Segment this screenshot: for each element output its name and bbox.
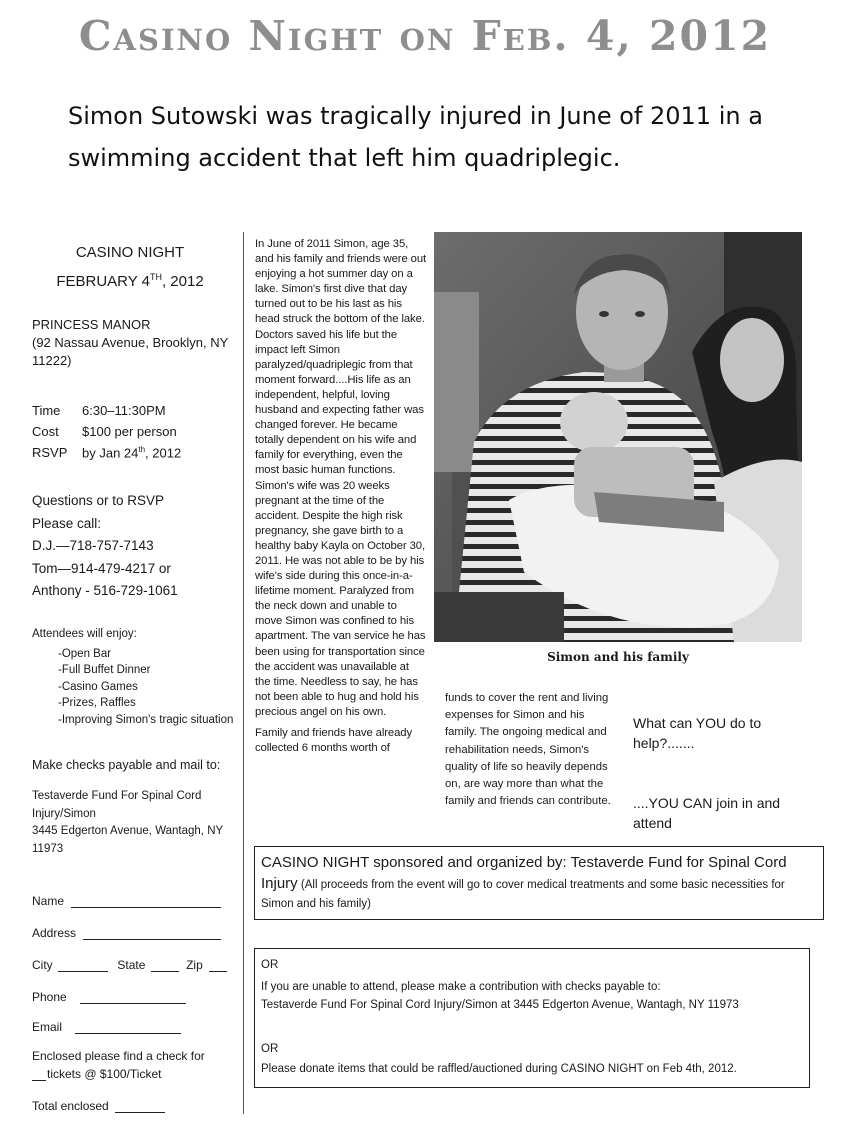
total-label: Total enclosed <box>32 1099 109 1113</box>
sponsor-box <box>254 846 824 920</box>
please-call: Please call: <box>32 515 102 531</box>
city-label: City <box>32 958 53 972</box>
perk-item: -Full Buffet Dinner <box>58 664 151 676</box>
contribution-address: Testaverde Fund For Spinal Cord Injury/Simon at 3445 Edgerton Avenue, Wantagh, NY 11973 <box>261 999 739 1011</box>
venue-name: PRINCESS MANOR <box>32 317 151 332</box>
enclosed-row <box>32 1049 205 1081</box>
donation-line: Please donate items that could be raffled/auctioned during CASINO NIGHT on Feb 4th, 2012. <box>261 1063 737 1075</box>
total-field[interactable] <box>115 1100 165 1113</box>
help-question: What can YOU do to help?....... <box>633 715 762 751</box>
or-label: OR <box>261 959 279 971</box>
perk-item: -Casino Games <box>58 680 138 693</box>
mail-address <box>32 788 237 858</box>
zip-label: Zip <box>186 958 203 972</box>
sponsor-title: CASINO NIGHT sponsored and organized by: Testaverde Fund for Spinal Cord Injury <box>261 854 787 892</box>
mail-payee: Testaverde Fund For Spinal Cord Injury/Simon <box>32 790 202 820</box>
email-row <box>32 1020 181 1034</box>
venue-address: (92 Nassau Avenue, Brooklyn, NY 11222) <box>32 335 229 368</box>
phone-label: Phone <box>32 990 67 1004</box>
help-callout <box>633 713 793 833</box>
time-row: Time 6:30–11:30PM <box>32 403 166 418</box>
sponsor-note: (All proceeds from the event will go to cover medical treatments and some basic necessities for Simon and his family) <box>261 879 785 910</box>
family-photo <box>434 232 802 642</box>
state-label: State <box>117 958 146 972</box>
email-field[interactable] <box>75 1021 181 1034</box>
city-row <box>32 958 227 972</box>
email-label: Email <box>32 1020 63 1034</box>
event-details <box>32 400 181 463</box>
help-answer: ....YOU CAN join in and attend <box>633 795 781 831</box>
perk-item: -Open Bar <box>58 647 112 660</box>
story-column <box>255 237 427 762</box>
story-continuation: funds to cover the rent and living expenses for Simon and his family. The ongoing medical and rehabilitation needs, Simon's quality of life so heavily depends on, are way more than what the family and friends can contribute. <box>445 692 611 808</box>
total-row <box>32 1099 165 1113</box>
headline: Simon Sutowski was tragically injured in June of 2011 in a swimming accident that left him quadriplegic. <box>68 102 763 172</box>
name-field[interactable] <box>71 895 221 908</box>
contact-info <box>32 490 178 603</box>
event-heading <box>40 240 220 294</box>
tickets-label: tickets @ $100/Ticket <box>47 1067 162 1081</box>
perk-item: -Prizes, Raffles <box>58 697 136 709</box>
event-name: CASINO NIGHT <box>75 244 185 261</box>
city-field[interactable] <box>58 959 108 972</box>
contact-heading: Questions or to RSVP <box>32 493 165 508</box>
address-label: Address <box>32 926 77 940</box>
enclosed-label: Enclosed please find a check for <box>32 1049 205 1063</box>
address-field[interactable] <box>83 927 221 940</box>
attendee-perks <box>32 626 237 728</box>
phone-anthony: Anthony - 516-729-1061 <box>32 583 178 598</box>
perks-heading: Attendees will enjoy: <box>32 628 137 640</box>
or-label: OR <box>261 1043 279 1055</box>
contribution-line: If you are unable to attend, please make a contribution with checks payable to: <box>261 981 661 993</box>
column-divider <box>243 232 244 1114</box>
perk-item: -Improving Simon's tragic situation <box>58 713 234 726</box>
contribution-box <box>254 948 810 1088</box>
phone-tom: Tom—914-479-4217 or <box>32 560 171 576</box>
tickets-field[interactable] <box>32 1068 46 1081</box>
story-paragraph: Family and friends have already collected 6 months worth of <box>255 727 413 755</box>
phone-dj: D.J.—718-757-7143 <box>32 538 154 553</box>
rsvp-row: RSVP by Jan 24th, 2012 <box>32 444 182 461</box>
mail-heading: Make checks payable and mail to: <box>32 758 221 772</box>
page-title: Casino Night on Feb. 4, 2012 <box>78 12 772 60</box>
event-date: FEBRUARY 4TH, 2012 <box>56 272 204 290</box>
name-row <box>32 894 221 908</box>
address-row <box>32 926 221 940</box>
cost-row: Cost $100 per person <box>32 424 177 439</box>
zip-field[interactable] <box>209 959 227 972</box>
venue <box>32 316 237 370</box>
name-label: Name <box>32 894 65 908</box>
phone-field[interactable] <box>80 991 186 1004</box>
state-field[interactable] <box>151 959 179 972</box>
mail-street: 3445 Edgerton Avenue, Wantagh, NY 11973 <box>32 825 223 855</box>
phone-row <box>32 990 186 1004</box>
photo-caption: Simon and his family <box>547 650 689 664</box>
story-paragraph: In June of 2011 Simon, age 35, and his family and friends were out enjoying a hot summer day on a lake. Simon's first dive that day turned out to be his last as his head struck the bottom of the lake. Doctors saved his life but the impact left Simon paralyzed/quadriplegic from that moment forward....His life as an independent, helpful, loving husband and expecting father was changed forever. He became totally dependent on his wife and family for everything, even the most basic human functions. Simon's wife was 20 weeks pregnant at the time of the accident. Despite the high risk pregnancy, she gave birth to a healthy baby Kayla on October 30, 2011. He was not able to be by his wife's side during this once-in-a-lifetime moment. Paralyzed from the neck down and unable to move Simon was confined to his apartment. The van service he has been using for transportation since the accident was unavailable at the time. Needless to say, he has not been able to hug and hold his precious angel on his own. <box>255 238 427 718</box>
